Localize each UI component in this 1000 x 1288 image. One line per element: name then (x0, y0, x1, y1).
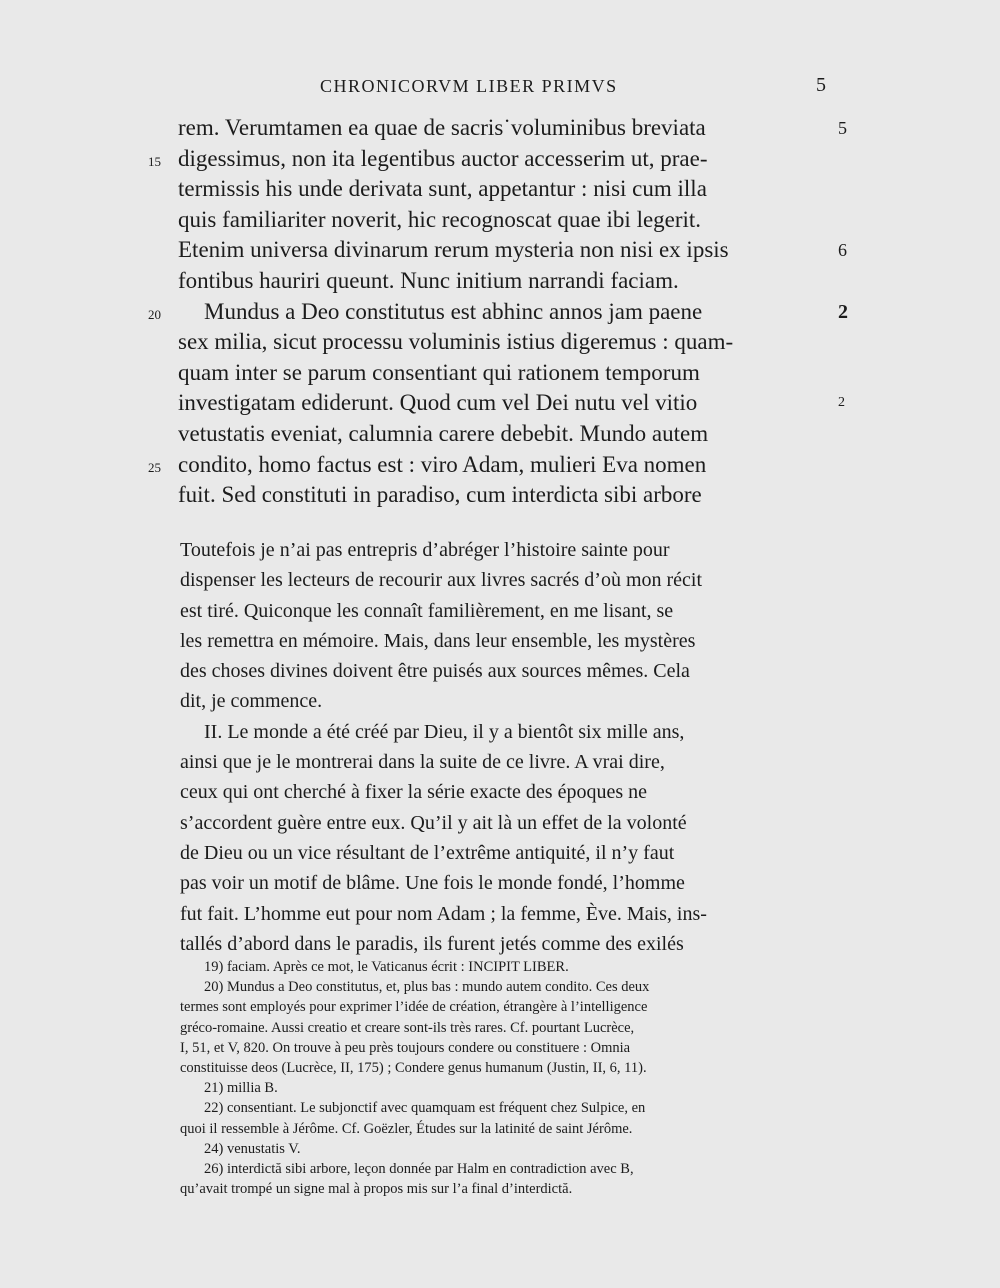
chapter-marker: 6 (838, 240, 847, 261)
notes-line-text: qu’avait trompé un signe mal à propos mis sur l’a final d’interdictă. (180, 1181, 573, 1198)
latin-line-text: vetustatis eveniat, calumnia carere debebit. Mundo autem (178, 420, 709, 446)
latin-line-text: fuit. Sed constituti in paradiso, cum interdicta sibi arbore (178, 482, 702, 508)
latin-line (178, 419, 838, 450)
notes-line (180, 1058, 840, 1078)
page-number: 5 (816, 74, 826, 96)
latin-line-text: digessimus, non ita legentibus auctor accesserim ut, prae- (178, 145, 708, 171)
french-translation-block (180, 535, 840, 959)
latin-line-text: sex milia, sicut processu voluminis istius digeremus : quam- (178, 329, 734, 355)
latin-line-text: quam inter se parum consentiant qui rationem temporum (178, 359, 700, 385)
french-line (180, 656, 840, 686)
latin-line (148, 144, 838, 175)
latin-line (178, 358, 838, 389)
french-line-text: tallés d’abord dans le paradis, ils furent jetés comme des exilés (180, 932, 684, 955)
latin-line (178, 388, 845, 419)
notes-line-text: 19) faciam. Après ce mot, le Vaticanus écrit : INCIPIT LIBER. (204, 959, 569, 975)
french-line-text: dispenser les lecteurs de recourir aux livres sacrés d’où mon récit (180, 569, 703, 592)
latin-line-text: condito, homo factus est : viro Adam, mulieri Eva nomen (178, 451, 707, 477)
french-line (180, 899, 840, 929)
latin-line (178, 235, 847, 266)
notes-line (180, 957, 840, 977)
latin-line-text: termissis his unde derivata sunt, appetantur : nisi cum illa (178, 176, 707, 202)
notes-line (180, 1098, 840, 1118)
french-line-text: II. Le monde a été créé par Dieu, il y a bientôt six mille ans, (204, 720, 685, 743)
notes-line-text: gréco-romaine. Aussi creatio et creare sont-ils très rares. Cf. pourtant Lucrèce, (180, 1019, 635, 1036)
notes-line (180, 1159, 840, 1179)
notes-line (180, 1018, 840, 1038)
latin-line-text: quis familiariter noverit, hic recognoscat quae ibi legerit. (178, 206, 702, 232)
notes-line (180, 977, 840, 997)
latin-line-text: rem. Verumtamen ea quae de sacris˙voluminibus breviata (178, 115, 706, 140)
french-line-text: des choses divines doivent être puisés aux sources mêmes. Cela (180, 660, 690, 683)
latin-line (178, 113, 847, 144)
french-line-text: fut fait. L’homme eut pour nom Adam ; la femme, Ève. Mais, ins- (180, 902, 707, 925)
latin-line (178, 266, 838, 297)
footnotes-block (180, 957, 840, 1199)
notes-line-text: 24) venustatis V. (204, 1140, 301, 1157)
latin-line (178, 327, 838, 358)
latin-line-text: investigatam ediderunt. Quod cum vel Dei nutu vel vitio (178, 390, 698, 416)
latin-line-text: Mundus a Deo constitutus est abhinc annos jam paene (204, 298, 703, 324)
french-line (180, 596, 840, 626)
french-line-text: est tiré. Quiconque les connaît familièrement, en me lisant, se (180, 599, 674, 622)
notes-line-text: quoi il ressemble à Jérôme. Cf. Goëzler, Études sur la latinité de saint Jérôme. (180, 1120, 633, 1137)
french-line-text: les remettra en mémoire. Mais, dans leur ensemble, les mystères (180, 629, 696, 652)
french-line-text: s’accordent guère entre eux. Qu’il y ait là un effet de la volonté (180, 811, 687, 834)
latin-line (178, 480, 838, 511)
notes-line-text: constituisse deos (Lucrèce, II, 175) ; Condere genus humanum (Justin, II, 6, 11). (180, 1059, 647, 1076)
chapter-marker: 2 (838, 300, 848, 323)
french-line (180, 808, 840, 838)
french-line (180, 626, 840, 656)
french-line-text: pas voir un motif de blâme. Une fois le monde fondé, l’homme (180, 872, 685, 895)
latin-line (178, 174, 838, 205)
french-line-text: ceux qui ont cherché à fixer la série exacte des époques ne (180, 781, 647, 804)
notes-line-text: I, 51, et V, 820. On trouve à peu près toujours condere ou constituere : Omnia (180, 1039, 631, 1056)
chapter-marker: 2 (838, 395, 845, 411)
notes-line-text: termes sont employés pour exprimer l’idée de création, étrangère à l’intelligence (180, 999, 648, 1016)
french-line (180, 686, 840, 716)
notes-line-text: 21) millia B. (204, 1080, 278, 1097)
line-number: 20 (148, 306, 161, 322)
latin-line (178, 205, 838, 236)
latin-text-block (148, 113, 848, 511)
latin-line (148, 450, 838, 481)
latin-line-text: fontibus hauriri queunt. Nunc initium narrandi faciam. (178, 267, 679, 293)
french-line (180, 747, 840, 777)
line-number: 15 (148, 153, 161, 169)
line-number: 25 (148, 459, 161, 475)
french-line-text: dit, je commence. (180, 690, 323, 713)
chapter-marker: 5 (838, 118, 847, 138)
french-line-text: de Dieu ou un vice résultant de l’extrême antiquité, il n’y faut (180, 841, 675, 864)
french-line (180, 717, 840, 747)
notes-line-text: 26) interdictă sibi arbore, leçon donnée par Halm en contradiction avec B, (204, 1160, 634, 1177)
french-line-text: Toutefois je n’ai pas entrepris d’abréger l’histoire sainte pour (180, 539, 670, 561)
notes-line (180, 1139, 840, 1159)
french-line (180, 565, 840, 595)
french-line-text: ainsi que je le montrerai dans la suite de ce livre. A vrai dire, (180, 751, 665, 774)
running-title: CHRONICORVM LIBER PRIMVS (320, 76, 618, 96)
notes-line (180, 1078, 840, 1098)
french-line (180, 535, 840, 565)
french-line (180, 777, 840, 807)
notes-line (180, 1038, 840, 1058)
notes-line (180, 997, 840, 1017)
french-line (180, 929, 840, 959)
notes-line (180, 1179, 840, 1199)
latin-line (148, 297, 848, 328)
french-line (180, 868, 840, 898)
notes-line-text: 20) Mundus a Deo constitutus, et, plus bas : mundo autem condito. Ces deux (204, 979, 650, 996)
notes-line-text: 22) consentiant. Le subjonctif avec quamquam est fréquent chez Sulpice, en (204, 1100, 646, 1117)
french-line (180, 838, 840, 868)
notes-line (180, 1119, 840, 1139)
latin-line-text: Etenim universa divinarum rerum mysteria non nisi ex ipsis (178, 237, 729, 263)
